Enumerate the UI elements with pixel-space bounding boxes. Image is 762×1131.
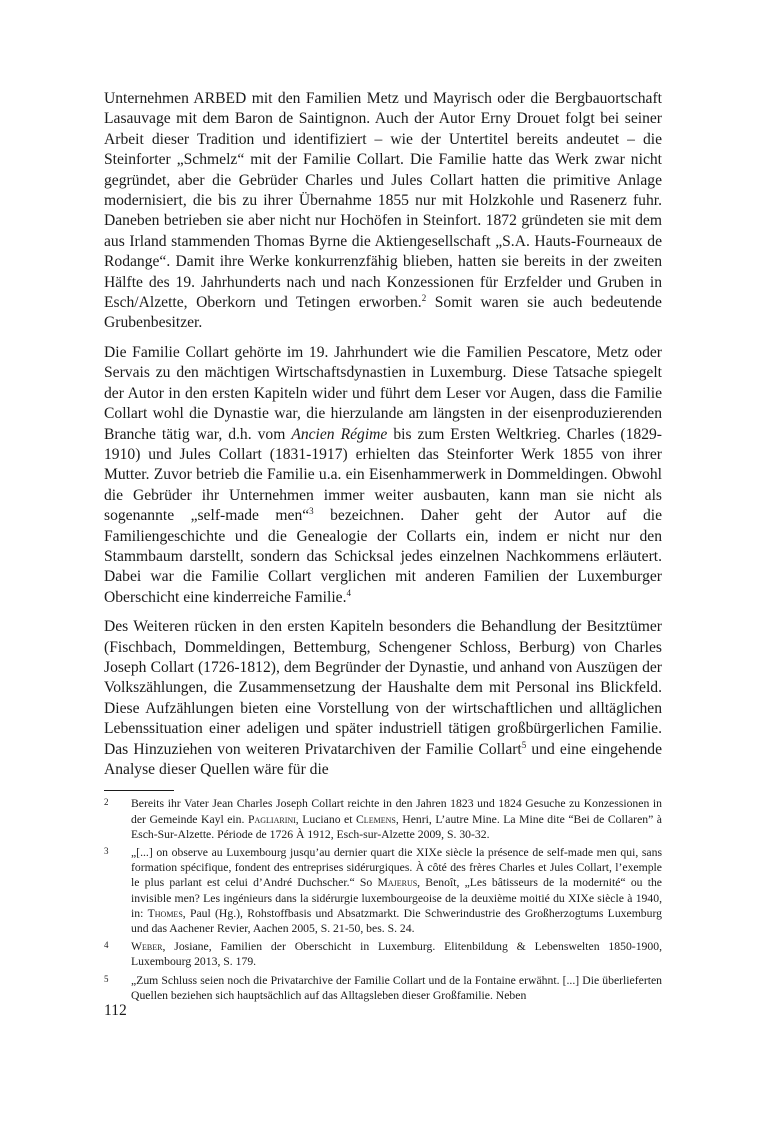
footnote-text (131, 973, 662, 1003)
footnote-text (131, 939, 662, 969)
footnote-marker-3[interactable]: 3 (309, 505, 314, 516)
author-name: Pagliarini (247, 812, 296, 826)
paragraph-2-mid: bis zum Ersten Weltkrieg. Charles (1829-1910) und Jules Collart (1831-1917) erhielten das Steinforter Werk 1855 von ihrer Mutter. Zuvor betrieb die Familie u.a. ein Eisenhammerwerk in Dommeldingen. Obwohl die Gebrüder ihr Unternehmen immer weiter ausbauten, kann man sie nicht als sogenannte „self-made men“ (104, 425, 662, 525)
body-paragraph-3 (104, 617, 662, 780)
footnote-number: 4 (104, 940, 109, 951)
paragraph-3-text: Des Weiteren rücken in den ersten Kapiteln besonders die Behandlung der Besitztümer (Fischbach, Dommeldingen, Bettemburg, Schengener Schloss, Berburg) von Charles Joseph Collart (1726-1812), dem Begründer der Dynastie, und anhand von Auszügen der Volkszählungen, die Zusammensetzung der Haushalte dem mit Personal ins Blickfeld. Diese Aufzählungen bieten eine Vorstellung von der wirtschaftlichen und alltäglichen Lebenssituation einer adeligen und später industriell tätigen großbürgerlichen Familie. Das Hinzuziehen von weiteren Privatarchiven der Familie Collart (104, 618, 662, 758)
footnote-pre: Bereits ihr Vater Jean Charles Joseph Collart reichte in den Jahren 1823 und 1824 Gesuche zu Konzessionen in der Gemeinde Kayl ein. (131, 797, 662, 826)
footnote-post: , Henri, L’autre Mine. La Mine dite “Bei de Collaren” à Esch-Sur-Alzette. Période de 1726 À 1912, Esch-sur-Alzette 2009, S. 30-32. (131, 812, 662, 841)
paragraph-1-text: Unternehmen ARBED mit den Familien Metz und Mayrisch oder die Bergbauortschaft Lasauvage mit dem Baron de Saintignon. Auch der Autor Erny Drouet folgt bei seiner Arbeit dieser Tradition und identifiziert – wie der Untertitel bereits andeutet – die Steinforter „Schmelz“ mit der Familie Collart. Die Familie hatte das Werk zwar nicht gegründet, aber die Gebrüder Charles und Jules Collart hatten die primitive Anlage modernisiert, die bis zu ihrer Übernahme 1855 nur mit Holzkohle und Rasenerz fuhr. Daneben betrieben sie aber nicht nur Hochöfen in Steinfort. 1872 gründeten sie mit dem aus Irland stammenden Thomas Byrne die Aktiengesellschaft „S.A. Hauts-Fourneaux de Rodange“. Damit ihre Werke konkurrenzfähig blieben, hatten sie bereits in der zweiten Hälfte des 19. Jahrhunderts nach und nach Konzessionen für Erzfelder und Gruben in Esch/Alzette, Oberkorn und Tetingen erworben. (104, 90, 662, 312)
footnote-pre: „Zum Schluss seien noch die Privatarchive der Familie Collart und de la Fontaine erwähnt. [...] Die überlieferten Quellen beziehen sich hauptsächlich auf das Alltagsleben dieser Großfamilie. Neben (131, 973, 662, 1002)
footnote-mid: , Benoît, „Les bâtisseurs de la modernité“ ou the invisible men? Les ingénieurs dans la sidérurgie luxembourgeoise de la deuxième moitié du XIXe siècle à 1940, in: (131, 876, 662, 920)
paragraph-2-italic: Ancien Régime (291, 425, 388, 443)
paragraph-2-mid2: bezeichnen. Daher geht der Autor auf die Familiengeschichte und die Genealogie der Collarts ein, indem er nicht nur den Stammbaum darstellt, sondern das Schicksal jedes einzelnen Nachkommens erläutert. Dabei war die Familie Collart verglichen mit anderen Familien der Luxemburger Oberschicht eine kinderreiche Familie. (104, 507, 662, 606)
paragraph-2-text: Die Familie Collart gehörte im 19. Jahrhundert wie die Familien Pescatore, Metz oder Servais zu den mächtigen Wirtschaftsdynastien in Luxemburg. Diese Tatsache spiegelt der Autor in den ersten Kapiteln wider und führt dem Leser vor Augen, dass die Familie Collart wohl die Dynastie war, die hierzulande am längsten in der eisenproduzierenden Branche tätig war, d.h. vom (104, 343, 662, 443)
footnote-marker-4[interactable]: 4 (346, 587, 351, 598)
body-paragraph-1 (104, 89, 662, 334)
footnote-marker-2[interactable]: 2 (421, 292, 427, 303)
footnote-divider (104, 790, 174, 791)
footnote-5 (104, 973, 662, 1003)
footnote-mid: , Luciano et (295, 812, 357, 826)
paragraph-1-tail: Somit waren sie auch bedeutende Grubenbesitzer. (104, 294, 662, 332)
footnote-pre: „[...] on observe au Luxembourg jusqu’au dernier quart die XIXe siècle la présence de self-made men qui, sans formation spécifique, fondent des entreprises sidérurgiques. À côté des frères Charles et Jules Collart, l’exemple le plus parlant est celui d’André Duchscher.“ So (131, 846, 662, 890)
footnote-post: , Paul (Hg.), Rohstoffbasis und Absatzmarkt. Die Schwerindustrie des Großherzogtums Luxemburg und das Aachener Revier, Aachen 2005, S. 21-50, bes. S. 24. (131, 906, 662, 936)
footnote-4 (104, 939, 662, 969)
author-name: Weber (131, 940, 163, 954)
footnote-2 (104, 796, 662, 842)
footnote-number: 2 (104, 797, 109, 808)
author-name: Majerus (377, 876, 418, 890)
author-name: Thomes (147, 906, 183, 920)
body-paragraph-2 (104, 343, 662, 608)
page-number: 112 (104, 1002, 127, 1019)
footnote-3 (104, 845, 662, 936)
paragraph-3-tail: und eine eingehende Analyse dieser Quellen wäre für die (104, 740, 662, 778)
page-body (104, 89, 662, 1006)
author-name: Clemens (356, 812, 396, 826)
footnote-mid: , Josiane, Familien der Oberschicht in Luxemburg. Elitenbildung & Lebenswelten 1850-1900, Luxembourg 2013, S. 179. (131, 940, 662, 969)
footnote-number: 5 (104, 973, 109, 984)
footnote-marker-5[interactable]: 5 (521, 739, 527, 750)
footnote-number: 3 (104, 846, 109, 857)
footnote-text (131, 796, 662, 842)
footnote-text (131, 845, 662, 936)
